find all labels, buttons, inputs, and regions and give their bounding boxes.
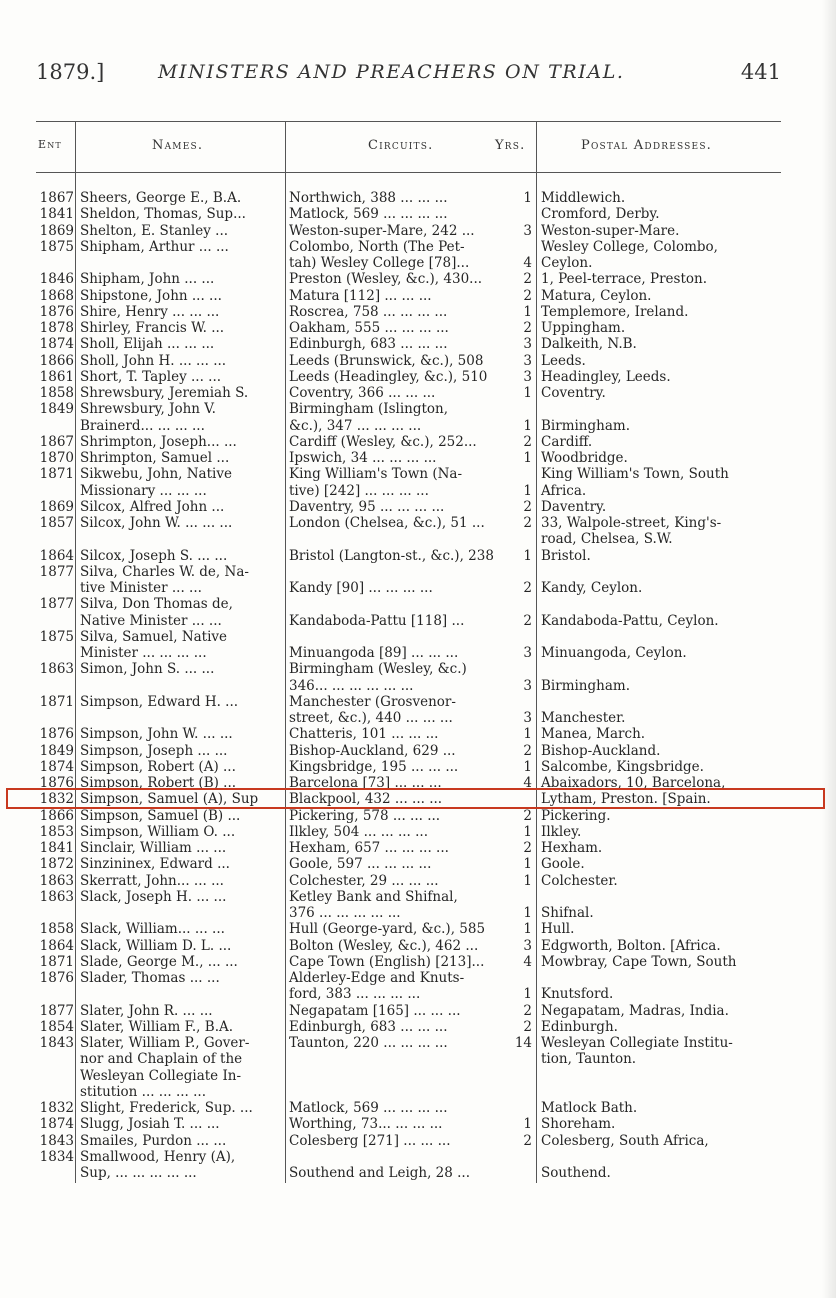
row-yrs: 1	[523, 418, 532, 434]
row-ent: 1871	[39, 466, 74, 482]
row-name: Sinclair, William ... ...	[80, 840, 227, 856]
row-circuit: London (Chelsea, &c.), 51 ...	[289, 515, 485, 531]
row-name: Shirley, Francis W. ...	[80, 320, 225, 336]
row-name: Slater, William P., Gover-	[80, 1035, 250, 1051]
row-name: Slight, Frederick, Sup. ...	[80, 1100, 253, 1116]
row-postal: Birmingham.	[541, 678, 630, 694]
row-circuit: Ipswich, 34 ... ... ... ...	[289, 450, 437, 466]
row-name: Simpson, Joseph ... ...	[80, 743, 228, 759]
row-yrs: 1	[523, 759, 532, 775]
row-ent: 1871	[39, 954, 74, 970]
row-postal: Wesley College, Colombo,	[541, 239, 718, 255]
row-circuit: Kingsbridge, 195 ... ... ...	[289, 759, 459, 775]
row-ent: 1849	[39, 743, 74, 759]
row-postal: Knutsford.	[541, 986, 614, 1002]
row-postal: Headingley, Leeds.	[541, 369, 671, 385]
row-postal: Abaixadors, 10, Barcelona,	[541, 775, 726, 791]
row-postal: Lytham, Preston. [Spain.	[541, 791, 711, 807]
row-circuit: tive) [242] ... ... ... ...	[289, 483, 429, 499]
row-postal: Kandaboda-Pattu, Ceylon.	[541, 613, 719, 629]
row-ent: 1867	[39, 434, 74, 450]
row-name: Silva, Samuel, Native	[80, 629, 228, 645]
row-ent: 1866	[39, 808, 74, 824]
row-name: nor and Chaplain of the	[80, 1051, 243, 1067]
row-yrs: 2	[523, 840, 532, 856]
row-circuit: Weston-super-Mare, 242 ...	[289, 223, 475, 239]
row-yrs: 2	[523, 1019, 532, 1035]
row-name: tive Minister ... ...	[80, 580, 202, 596]
row-postal: Pickering.	[541, 808, 611, 824]
row-circuit: Manchester (Grosvenor-	[289, 694, 456, 710]
row-circuit: Birmingham (Wesley, &c.)	[289, 661, 467, 677]
row-name: Short, T. Tapley ... ...	[80, 369, 222, 385]
row-postal: Manchester.	[541, 710, 626, 726]
row-yrs: 2	[523, 320, 532, 336]
row-name: Sinzininex, Edward ...	[80, 856, 230, 872]
row-ent: 1871	[39, 694, 74, 710]
row-name: Shipham, Arthur ... ...	[80, 239, 229, 255]
row-circuit: Cape Town (English) [213]...	[289, 954, 485, 970]
row-circuit: Matlock, 569 ... ... ... ...	[289, 1100, 448, 1116]
column-header-ent: Ent	[38, 138, 62, 151]
row-ent: 1867	[39, 190, 74, 206]
row-name: Slack, William... ... ...	[80, 921, 225, 937]
row-circuit: Daventry, 95 ... ... ... ...	[289, 499, 445, 515]
column-divider-circuits	[536, 121, 537, 1183]
row-circuit: Ilkley, 504 ... ... ... ...	[289, 824, 428, 840]
row-yrs: 2	[523, 1133, 532, 1149]
row-circuit: Edinburgh, 683 ... ... ...	[289, 336, 448, 352]
page-edge-shadow	[822, 0, 836, 1298]
row-ent: 1841	[39, 840, 74, 856]
row-name: Brainerd... ... ... ...	[80, 418, 205, 434]
row-name: Simpson, John W. ... ...	[80, 726, 233, 742]
row-name: Wesleyan Collegiate In-	[80, 1068, 242, 1084]
row-yrs: 2	[523, 499, 532, 515]
row-circuit: Oakham, 555 ... ... ... ...	[289, 320, 449, 336]
row-ent: 1868	[39, 288, 74, 304]
row-yrs: 1	[523, 385, 532, 401]
row-ent: 1872	[39, 856, 74, 872]
row-name: Simpson, Edward H. ...	[80, 694, 239, 710]
row-yrs: 1	[523, 1116, 532, 1132]
row-name: Slack, William D. L. ...	[80, 938, 232, 954]
row-yrs: 3	[523, 223, 532, 239]
row-circuit: Leeds (Headingley, &c.), 510	[289, 369, 488, 385]
row-yrs: 4	[523, 954, 532, 970]
row-name: Slater, John R. ... ...	[80, 1003, 213, 1019]
row-yrs: 1	[523, 726, 532, 742]
row-postal: 33, Walpole-street, King's-	[541, 515, 722, 531]
row-yrs: 3	[523, 369, 532, 385]
row-circuit: street, &c.), 440 ... ... ...	[289, 710, 453, 726]
row-postal: Matura, Ceylon.	[541, 288, 652, 304]
row-postal: Matlock Bath.	[541, 1100, 638, 1116]
row-name: Silva, Don Thomas de,	[80, 596, 233, 612]
header-title: MINISTERS AND PREACHERS ON TRIAL.	[158, 61, 625, 83]
row-circuit: Pickering, 578 ... ... ...	[289, 808, 441, 824]
row-postal: road, Chelsea, S.W.	[541, 531, 673, 547]
row-circuit: Matlock, 569 ... ... ... ...	[289, 206, 448, 222]
page-number: 441	[740, 60, 781, 84]
row-yrs: 3	[523, 336, 532, 352]
row-ent: 1861	[39, 369, 74, 385]
row-ent: 1849	[39, 401, 74, 417]
row-yrs: 1	[523, 483, 532, 499]
row-postal: Southend.	[541, 1165, 611, 1181]
row-name: Simpson, Robert (A) ...	[80, 759, 236, 775]
row-yrs: 2	[523, 808, 532, 824]
row-circuit: &c.), 347 ... ... ... ...	[289, 418, 422, 434]
row-circuit: Leeds (Brunswick, &c.), 508	[289, 353, 484, 369]
row-circuit: Colesberg [271] ... ... ...	[289, 1133, 451, 1149]
row-name: Simon, John S. ... ...	[80, 661, 215, 677]
row-circuit: Bristol (Langton-st., &c.), 238	[289, 548, 494, 564]
row-name: Slader, Thomas ... ...	[80, 970, 220, 986]
row-postal: Ilkley.	[541, 824, 582, 840]
row-circuit: Kandy [90] ... ... ... ...	[289, 580, 433, 596]
row-postal: Goole.	[541, 856, 585, 872]
row-circuit: Preston (Wesley, &c.), 430...	[289, 271, 483, 287]
row-name: Sikwebu, John, Native	[80, 466, 232, 482]
row-yrs: 1	[523, 921, 532, 937]
row-circuit: Negapatam [165] ... ... ...	[289, 1003, 461, 1019]
row-name: Silcox, John W. ... ... ...	[80, 515, 233, 531]
row-ent: 1863	[39, 873, 74, 889]
row-name: Slater, William F., B.A.	[80, 1019, 234, 1035]
row-name: Shipham, John ... ...	[80, 271, 215, 287]
row-circuit: Worthing, 73... ... ... ...	[289, 1116, 443, 1132]
row-ent: 1876	[39, 304, 74, 320]
row-circuit: Alderley-Edge and Knuts-	[289, 970, 465, 986]
row-ent: 1841	[39, 206, 74, 222]
row-postal: Coventry.	[541, 385, 606, 401]
row-ent: 1876	[39, 775, 74, 791]
row-postal: Woodbridge.	[541, 450, 628, 466]
row-ent: 1843	[39, 1133, 74, 1149]
row-name: Sup, ... ... ... ... ...	[80, 1165, 197, 1181]
row-yrs: 4	[523, 255, 532, 271]
row-yrs: 3	[523, 678, 532, 694]
row-yrs: 1	[523, 304, 532, 320]
row-ent: 1863	[39, 889, 74, 905]
row-ent: 1877	[39, 1003, 74, 1019]
row-circuit: 376 ... ... ... ... ...	[289, 905, 401, 921]
row-ent: 1864	[39, 548, 74, 564]
row-name: Smallwood, Henry (A),	[80, 1149, 236, 1165]
column-divider-ent	[75, 121, 76, 1183]
row-postal: Leeds.	[541, 353, 586, 369]
column-header-postal: Postal Addresses.	[581, 138, 713, 153]
row-circuit: Bolton (Wesley, &c.), 462 ...	[289, 938, 479, 954]
row-postal: Wesleyan Collegiate Institu-	[541, 1035, 733, 1051]
row-postal: Daventry.	[541, 499, 607, 515]
row-ent: 1858	[39, 385, 74, 401]
column-divider-names	[285, 121, 286, 1183]
row-name: Slugg, Josiah T. ... ...	[80, 1116, 220, 1132]
row-circuit: Kandaboda-Pattu [118] ...	[289, 613, 465, 629]
row-ent: 1870	[39, 450, 74, 466]
row-ent: 1878	[39, 320, 74, 336]
row-name: Shrewsbury, Jeremiah S.	[80, 385, 249, 401]
row-ent: 1869	[39, 223, 74, 239]
row-postal: 1, Peel-terrace, Preston.	[541, 271, 708, 287]
row-postal: Hexham.	[541, 840, 603, 856]
row-circuit: 346... ... ... ... ... ...	[289, 678, 414, 694]
row-yrs: 2	[523, 1003, 532, 1019]
table-top-rule	[36, 121, 781, 122]
row-name: Shipstone, John ... ...	[80, 288, 222, 304]
row-ent: 1874	[39, 336, 74, 352]
row-postal: Bristol.	[541, 548, 591, 564]
row-circuit: King William's Town (Na-	[289, 466, 463, 482]
row-circuit: Southend and Leigh, 28 ...	[289, 1165, 471, 1181]
row-name: Shrimpton, Joseph... ...	[80, 434, 237, 450]
row-circuit: Taunton, 220 ... ... ... ...	[289, 1035, 448, 1051]
row-yrs: 1	[523, 905, 532, 921]
row-circuit: Colchester, 29 ... ... ...	[289, 873, 439, 889]
row-postal: King William's Town, South	[541, 466, 729, 482]
row-postal: tion, Taunton.	[541, 1051, 637, 1067]
row-name: Missionary ... ... ...	[80, 483, 207, 499]
row-circuit: Hexham, 657 ... ... ... ...	[289, 840, 449, 856]
row-postal: Uppingham.	[541, 320, 626, 336]
column-header-names: Names.	[152, 138, 204, 153]
row-postal: Cardiff.	[541, 434, 593, 450]
row-yrs: 2	[523, 613, 532, 629]
row-circuit: Northwich, 388 ... ... ...	[289, 190, 448, 206]
row-name: Smailes, Purdon ... ...	[80, 1133, 227, 1149]
row-postal: Shoreham.	[541, 1116, 616, 1132]
row-ent: 1853	[39, 824, 74, 840]
row-postal: Kandy, Ceylon.	[541, 580, 643, 596]
column-header-yrs: Yrs.	[495, 138, 526, 153]
row-postal: Dalkeith, N.B.	[541, 336, 637, 352]
row-name: Simpson, Robert (B) ...	[80, 775, 237, 791]
header-year: 1879.]	[36, 60, 105, 84]
row-postal: Mowbray, Cape Town, South	[541, 954, 737, 970]
row-circuit: Minuangoda [89] ... ... ...	[289, 645, 459, 661]
row-circuit: Goole, 597 ... ... ... ...	[289, 856, 432, 872]
row-postal: Bishop-Auckland.	[541, 743, 661, 759]
row-name: Sholl, Elijah ... ... ...	[80, 336, 215, 352]
row-ent: 1874	[39, 759, 74, 775]
row-circuit: Bishop-Auckland, 629 ...	[289, 743, 456, 759]
row-yrs: 1	[523, 986, 532, 1002]
row-yrs: 3	[523, 938, 532, 954]
row-name: stitution ... ... ... ...	[80, 1084, 207, 1100]
row-name: Simpson, Samuel (B) ...	[80, 808, 241, 824]
row-postal: Templemore, Ireland.	[541, 304, 689, 320]
row-postal: Weston-super-Mare.	[541, 223, 680, 239]
row-ent: 1875	[39, 239, 74, 255]
row-postal: Salcombe, Kingsbridge.	[541, 759, 704, 775]
row-circuit: Ketley Bank and Shifnal,	[289, 889, 458, 905]
row-ent: 1876	[39, 970, 74, 986]
row-postal: Edgworth, Bolton. [Africa.	[541, 938, 721, 954]
row-yrs: 4	[523, 775, 532, 791]
row-yrs: 2	[523, 271, 532, 287]
row-ent: 1877	[39, 596, 74, 612]
row-yrs: 1	[523, 548, 532, 564]
row-ent: 1877	[39, 564, 74, 580]
row-circuit: Birmingham (Islington,	[289, 401, 449, 417]
row-ent: 1834	[39, 1149, 74, 1165]
row-yrs: 14	[514, 1035, 532, 1051]
row-name: Skerratt, John... ... ...	[80, 873, 224, 889]
row-name: Silva, Charles W. de, Na-	[80, 564, 249, 580]
row-postal: Birmingham.	[541, 418, 630, 434]
row-yrs: 2	[523, 515, 532, 531]
running-head	[36, 60, 781, 90]
row-circuit: Cardiff (Wesley, &c.), 252...	[289, 434, 477, 450]
row-ent: 1864	[39, 938, 74, 954]
row-circuit: Roscrea, 758 ... ... ... ...	[289, 304, 448, 320]
row-circuit: Edinburgh, 683 ... ... ...	[289, 1019, 448, 1035]
row-postal: Africa.	[541, 483, 587, 499]
row-name: Native Minister ... ...	[80, 613, 222, 629]
row-name: Minister ... ... ... ...	[80, 645, 207, 661]
row-ent: 1863	[39, 661, 74, 677]
row-name: Simpson, William O. ...	[80, 824, 236, 840]
row-name: Sheldon, Thomas, Sup...	[80, 206, 246, 222]
row-name: Shrewsbury, John V.	[80, 401, 216, 417]
row-ent: 1858	[39, 921, 74, 937]
row-yrs: 2	[523, 580, 532, 596]
row-circuit: Blackpool, 432 ... ... ...	[289, 791, 443, 807]
row-circuit: Matura [112] ... ... ...	[289, 288, 432, 304]
row-yrs: 1	[523, 873, 532, 889]
row-ent: 1875	[39, 629, 74, 645]
row-yrs: 2	[523, 743, 532, 759]
row-yrs: 2	[523, 434, 532, 450]
row-name: Sheers, George E., B.A.	[80, 190, 242, 206]
row-name: Shrimpton, Samuel ...	[80, 450, 230, 466]
row-circuit: Chatteris, 101 ... ... ...	[289, 726, 439, 742]
row-yrs: 2	[523, 288, 532, 304]
row-name: Silcox, Joseph S. ... ...	[80, 548, 228, 564]
column-header-circuits: Circuits.	[368, 138, 434, 153]
row-postal: Manea, March.	[541, 726, 646, 742]
row-yrs: 3	[523, 710, 532, 726]
row-ent: 1874	[39, 1116, 74, 1132]
row-postal: Colesberg, South Africa,	[541, 1133, 709, 1149]
row-postal: Cromford, Derby.	[541, 206, 660, 222]
row-name: Slade, George M., ... ...	[80, 954, 238, 970]
row-postal: Minuangoda, Ceylon.	[541, 645, 687, 661]
row-name: Slack, Joseph H. ... ...	[80, 889, 227, 905]
row-ent: 1869	[39, 499, 74, 515]
row-ent: 1843	[39, 1035, 74, 1051]
row-ent: 1846	[39, 271, 74, 287]
row-ent: 1832	[39, 791, 74, 807]
row-ent: 1876	[39, 726, 74, 742]
row-name: Shelton, E. Stanley ...	[80, 223, 229, 239]
row-yrs: 3	[523, 645, 532, 661]
row-yrs: 1	[523, 450, 532, 466]
row-ent: 1857	[39, 515, 74, 531]
row-ent: 1854	[39, 1019, 74, 1035]
row-circuit: Colombo, North (The Pet-	[289, 239, 465, 255]
row-name: Silcox, Alfred John ...	[80, 499, 225, 515]
row-postal: Hull.	[541, 921, 575, 937]
row-postal: Colchester.	[541, 873, 618, 889]
row-yrs: 1	[523, 190, 532, 206]
row-name: Simpson, Samuel (A), Sup	[80, 791, 259, 807]
row-circuit: ford, 383 ... ... ... ...	[289, 986, 421, 1002]
header-underline-ent	[38, 172, 68, 173]
row-yrs: 3	[523, 353, 532, 369]
row-name: Sholl, John H. ... ... ...	[80, 353, 227, 369]
row-postal: Middlewich.	[541, 190, 626, 206]
row-yrs: 1	[523, 856, 532, 872]
row-yrs: 1	[523, 824, 532, 840]
row-ent: 1866	[39, 353, 74, 369]
row-postal: Edinburgh.	[541, 1019, 618, 1035]
table-header-rule	[36, 172, 781, 173]
row-circuit: Coventry, 366 ... ... ...	[289, 385, 436, 401]
row-ent: 1832	[39, 1100, 74, 1116]
highlight-box	[6, 788, 825, 809]
row-name: Shire, Henry ... ... ...	[80, 304, 220, 320]
row-circuit: tah) Wesley College [78]...	[289, 255, 470, 271]
row-postal: Ceylon.	[541, 255, 593, 271]
row-postal: Shifnal.	[541, 905, 594, 921]
row-circuit: Barcelona [73] ... ... ...	[289, 775, 442, 791]
row-circuit: Hull (George-yard, &c.), 585	[289, 921, 486, 937]
row-postal: Negapatam, Madras, India.	[541, 1003, 729, 1019]
